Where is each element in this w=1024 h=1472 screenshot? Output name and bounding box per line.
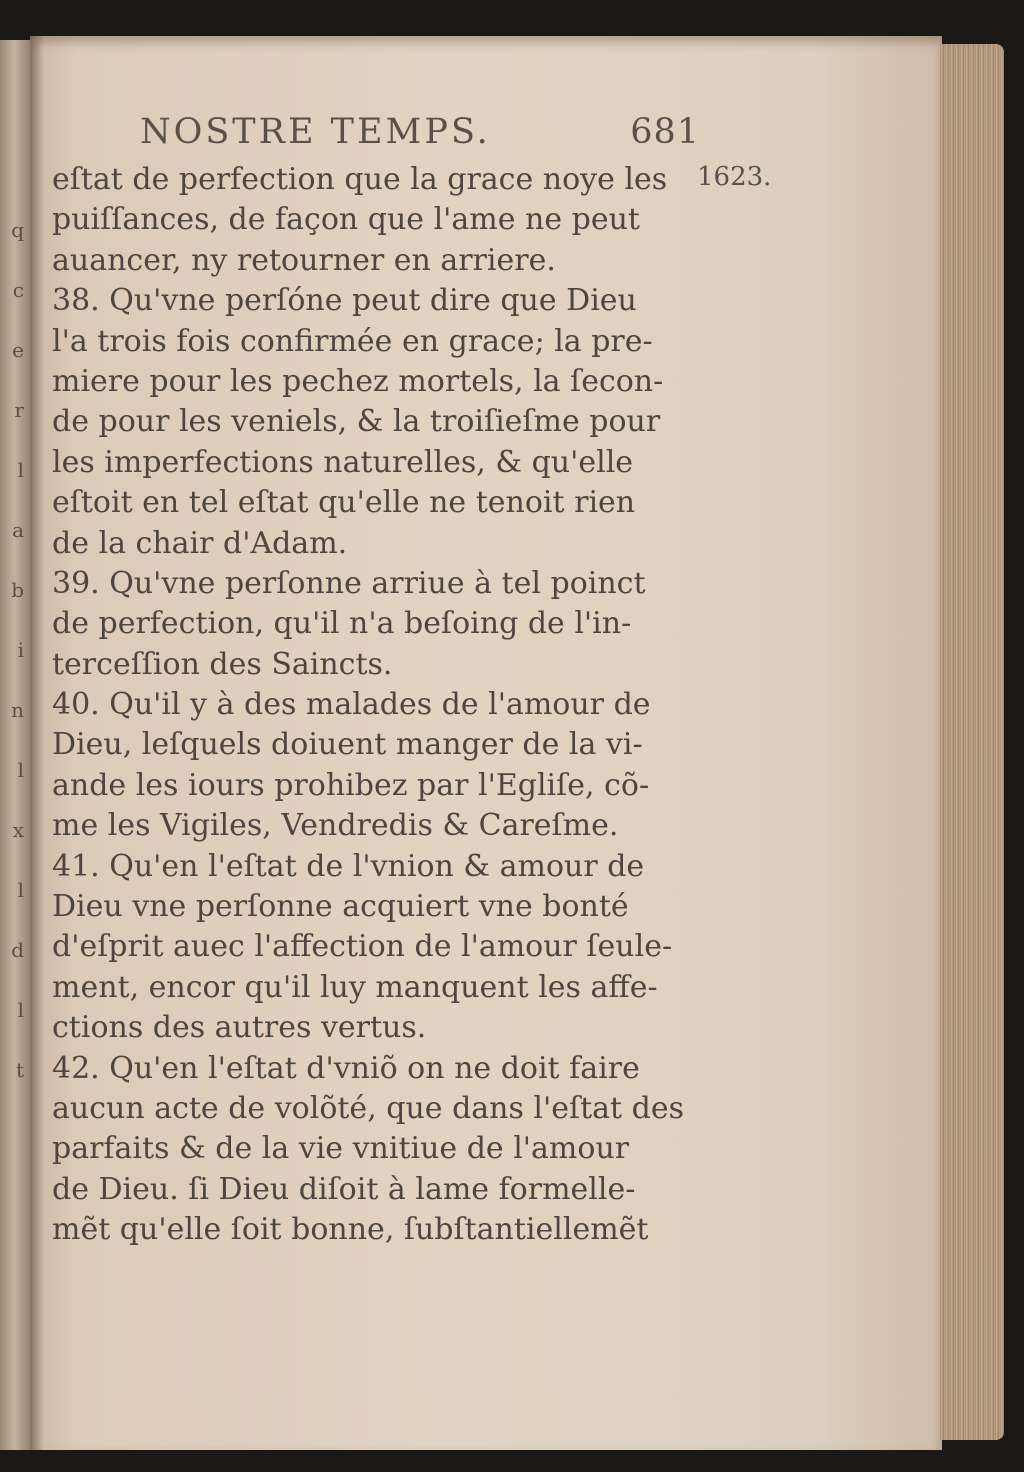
previous-letter: l <box>17 878 24 902</box>
text-line: aucun acte de volõté, que dans l'eſtat des <box>52 1090 685 1126</box>
text-line: 41. Qu'en l'eſtat de l'vnion & amour de <box>52 848 645 884</box>
page-number: 681 <box>630 112 700 152</box>
text-line: me les Vigiles, Vendredis & Careſme. <box>52 808 619 844</box>
text-line: de la chair d'Adam. <box>52 525 348 561</box>
text-line: 42. Qu'en l'eſtat d'vniõ on ne doit faire <box>52 1050 640 1086</box>
text-line: l'a trois fois confirmée en grace; la pre- <box>52 323 653 359</box>
text-line: de pour les veniels, & la troiſieſme pour <box>52 404 661 440</box>
text-line: eſtat de perfection que la grace noye les <box>52 162 668 197</box>
previous-letter: l <box>17 758 24 782</box>
text-line: mẽt qu'elle ſoit bonne, ſubſtantiellemẽt <box>52 1212 649 1248</box>
previous-letter: l <box>17 998 24 1022</box>
text-line: de Dieu. ſi Dieu diſoit à lame formelle- <box>52 1171 636 1207</box>
previous-letter: c <box>12 278 24 302</box>
text-line: les imperfections naturelles, & qu'elle <box>52 444 634 480</box>
previous-letter: r <box>14 398 24 422</box>
previous-letter: i <box>17 638 24 662</box>
previous-page-letters <box>0 200 24 1100</box>
page-fore-edge <box>940 44 1004 1440</box>
previous-letter: l <box>17 458 24 482</box>
text-line: parfaits & de la vie vnitiue de l'amour <box>52 1131 630 1167</box>
text-line: puiſſances, de façon que l'ame ne peut <box>52 202 640 238</box>
text-line: auancer, ny retourner en arriere. <box>52 242 556 278</box>
text-line: ment, encor qu'il luy manquent les affe- <box>52 969 658 1005</box>
text-line: eſtoit en tel eſtat qu'elle ne tenoit rien <box>52 485 636 521</box>
text-line: 38. Qu'vne perſóne peut dire que Dieu <box>52 283 637 319</box>
margin-year-note: 1623. <box>697 162 772 192</box>
previous-letter: n <box>11 698 24 722</box>
text-line: Dieu, leſquels doiuent manger de la vi- <box>52 727 643 763</box>
previous-page-edge <box>0 40 32 1450</box>
previous-letter: e <box>12 338 24 362</box>
previous-letter: x <box>12 818 24 842</box>
previous-letter: q <box>11 218 24 242</box>
text-line: 39. Qu'vne perſonne arriue à tel poinct <box>52 565 646 601</box>
previous-letter: b <box>11 578 24 602</box>
gutter-shadow <box>30 36 44 1450</box>
text-line: Dieu vne perſonne acquiert vne bonté <box>52 889 629 925</box>
previous-letter: d <box>11 938 24 962</box>
running-header <box>140 112 700 156</box>
text-line: de perfection, qu'il n'a beſoing de l'in- <box>52 606 632 642</box>
text-line: ande les iours prohibez par l'Egliſe, cõ- <box>52 767 650 803</box>
text-line: miere pour les pechez mortels, la ſecon- <box>52 363 664 399</box>
previous-letter: a <box>12 518 24 542</box>
text-line: terceſſion des Saincts. <box>52 646 393 682</box>
previous-letter: t <box>15 1058 24 1082</box>
text-line: d'eſprit auec l'affection de l'amour ſeule- <box>52 929 673 965</box>
running-title: NOSTRE TEMPS. <box>140 112 491 152</box>
body-text <box>52 160 692 1251</box>
text-line: 40. Qu'il y à des malades de l'amour de <box>52 687 651 723</box>
text-line: ctions des autres vertus. <box>52 1010 427 1046</box>
